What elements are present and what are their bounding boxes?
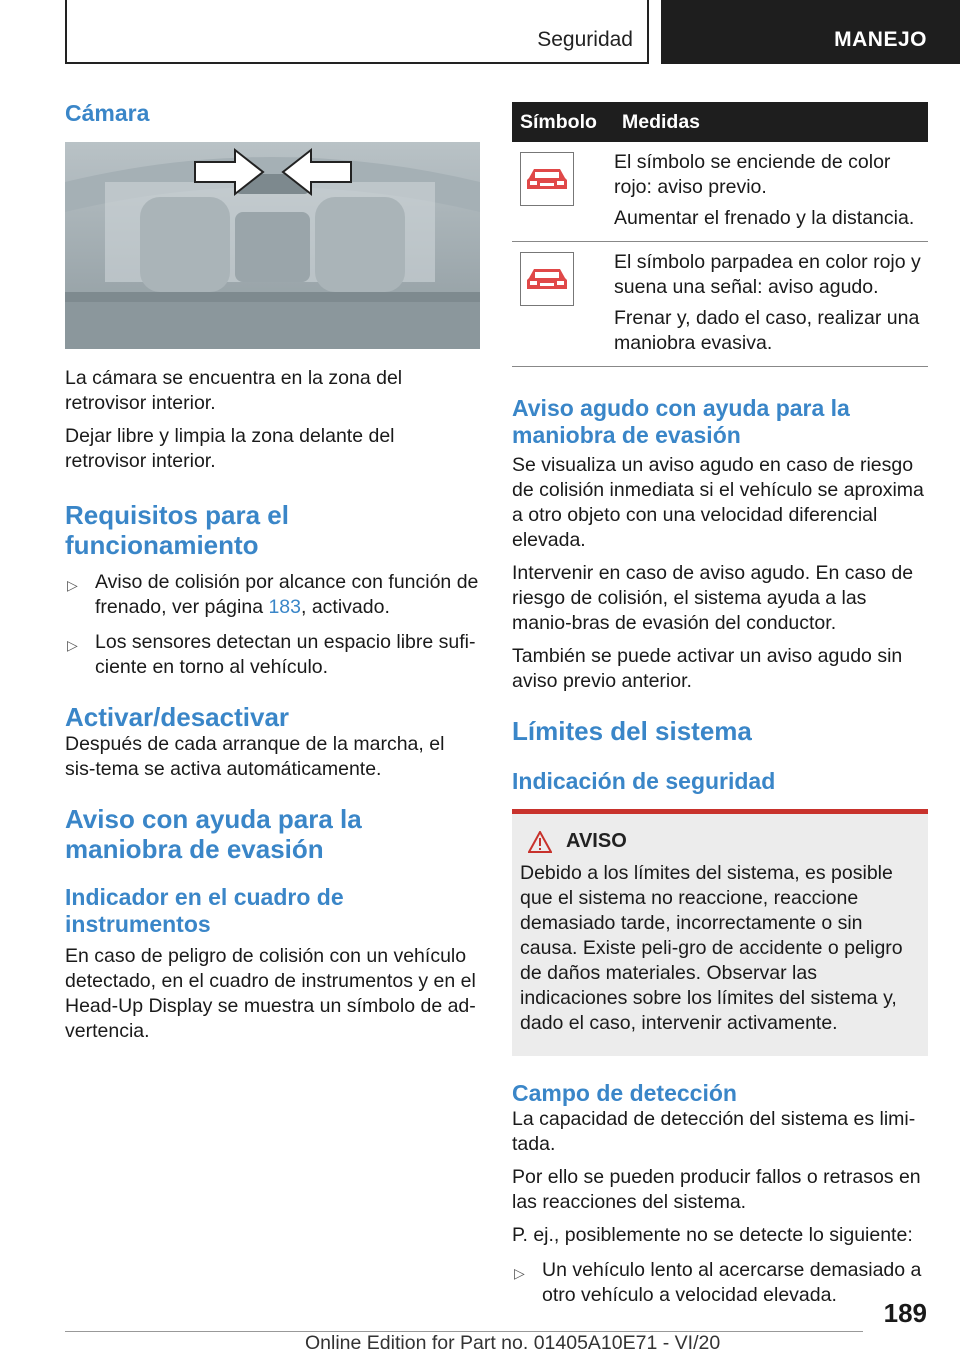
camara-heading: Cámara bbox=[65, 100, 150, 126]
right-column bbox=[512, 102, 928, 1308]
bullet-triangle-icon: ▷ bbox=[514, 1265, 525, 1281]
header-frame bbox=[65, 0, 649, 64]
bullet-triangle-icon: ▷ bbox=[67, 577, 78, 593]
list-item: ▷ Un vehículo lento al acercarse demasiado a otro vehículo a velocidad elevada. bbox=[514, 1259, 922, 1306]
list-item: ▷ Aviso de colisión por alcance con función de frenado, ver página 183, activado. bbox=[67, 571, 479, 618]
indicador-heading: Indicador en el cuadro de instrumentos bbox=[65, 884, 344, 937]
aviso-agudo-heading: Aviso agudo con ayuda para la maniobra de evasión bbox=[512, 395, 850, 448]
campo-para-3: P. ej., posiblemente no se detecte lo siguiente: bbox=[512, 1224, 913, 1246]
bullet-triangle-icon: ▷ bbox=[67, 637, 78, 653]
table-row: El símbolo se enciende de color rojo: aviso previo. Aumentar el frenado y la distancia. bbox=[512, 142, 928, 242]
camara-para-1: La cámara se encuentra en la zona del retrovisor interior. bbox=[65, 367, 403, 414]
agudo-para-1: Se visualiza un aviso agudo en caso de riesgo de colisión inmediata si el vehículo se aproxima a otro objeto con una velocidad diferencial elevada. bbox=[512, 454, 924, 551]
chapter-tab-label: MANEJO bbox=[834, 28, 927, 51]
camera-photo bbox=[65, 142, 480, 349]
aviso-heading: Aviso con ayuda para la maniobra de evasión bbox=[65, 804, 362, 864]
agudo-para-2: Intervenir en caso de aviso agudo. En caso de riesgo de colisión, el sistema ayuda a las manio‐bras de evasión del conductor. bbox=[512, 562, 914, 634]
warning-triangle-icon bbox=[528, 831, 552, 853]
chapter-tab[interactable] bbox=[661, 0, 960, 64]
list-item: ▷ Los sensores detectan un espacio libre sufi‐ciente en torno al vehículo. bbox=[67, 631, 476, 678]
campo-list bbox=[512, 1258, 928, 1308]
footer-edition: Online Edition for Part no. 01405A10E71 - VI/20 bbox=[305, 1332, 721, 1354]
page-number: 189 bbox=[883, 1298, 927, 1328]
left-column bbox=[65, 100, 480, 1044]
agudo-para-3: También se puede activar un aviso agudo sin aviso previo anterior. bbox=[512, 645, 903, 692]
warning-label: AVISO bbox=[566, 830, 627, 852]
requisitos-heading: Requisitos para el funcionamiento bbox=[65, 500, 289, 560]
camara-para-2: Dejar libre y limpia la zona delante del retrovisor interior. bbox=[65, 425, 395, 472]
indicador-para: En caso de peligro de colisión con un vehículo detectado, en el cuadro de instrumentos y en el Head-Up Display se muestra un símbolo de ad‐vertencia. bbox=[65, 945, 476, 1042]
indicacion-heading: Indicación de seguridad bbox=[512, 768, 776, 794]
warning-text: Debido a los límites del sistema, es posible que el sistema no reaccione, reaccione demasiado tarde, incorrectamente o sin causa. Existe peli‐gro de accidente o peligro de daños materiales. Observar las indicaciones sobre los límites del sistema y, dado el caso, intervenir activamente. bbox=[520, 862, 903, 1034]
warning-box bbox=[512, 809, 928, 1056]
table-row: El símbolo parpadea en color rojo y suena una señal: aviso agudo. Frenar y, dado el caso, realizar una maniobra evasiva. bbox=[512, 242, 928, 367]
campo-para-1: La capacidad de detección del sistema es limi‐tada. bbox=[512, 1108, 916, 1155]
requisitos-list bbox=[65, 570, 480, 680]
symbol-table bbox=[512, 102, 928, 367]
activar-para: Después de cada arranque de la marcha, el sis‐tema se activa automáticamente. bbox=[65, 733, 445, 780]
table-header-medidas: Medidas bbox=[614, 102, 928, 142]
section-name: Seguridad bbox=[537, 28, 633, 51]
page-link[interactable]: 183 bbox=[268, 596, 301, 618]
table-header-simbolo: Símbolo bbox=[512, 102, 614, 142]
activar-heading: Activar/desactivar bbox=[65, 702, 290, 732]
campo-para-2: Por ello se pueden producir fallos o retrasos en las reacciones del sistema. bbox=[512, 1166, 921, 1213]
limites-heading: Límites del sistema bbox=[512, 716, 752, 746]
car-warning-icon bbox=[520, 252, 574, 306]
car-warning-icon bbox=[520, 152, 574, 206]
campo-heading: Campo de detección bbox=[512, 1080, 737, 1106]
